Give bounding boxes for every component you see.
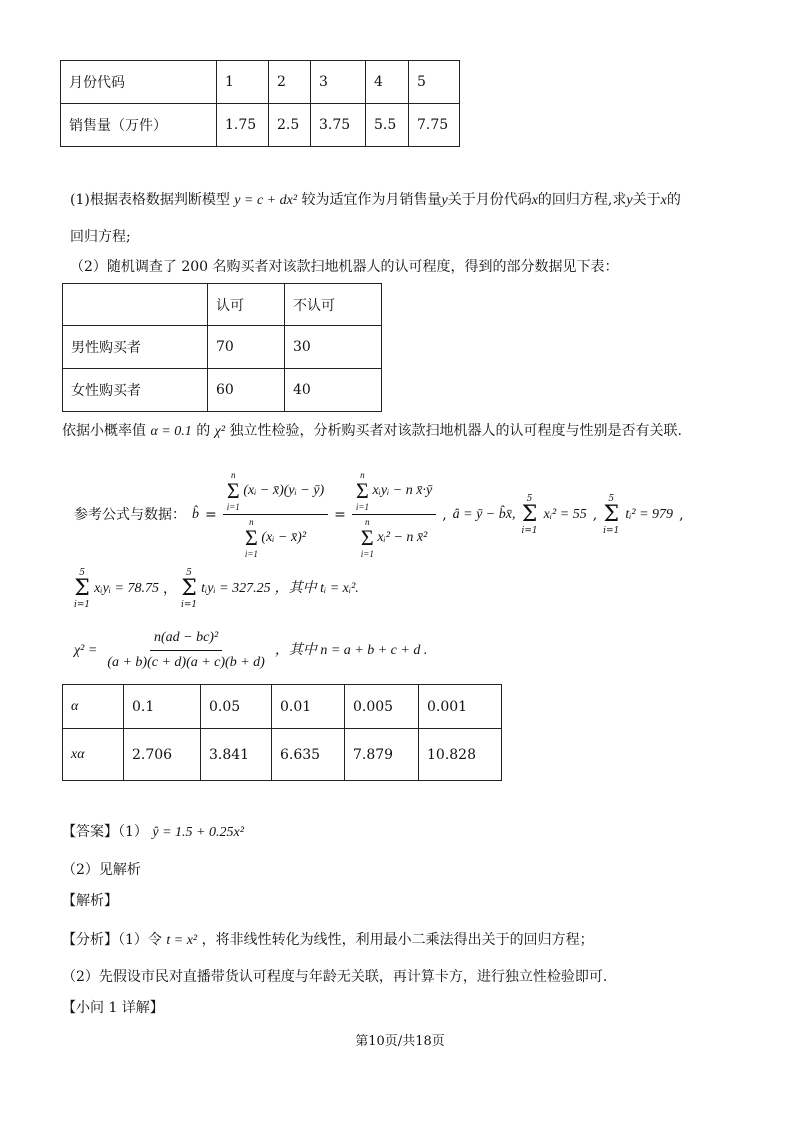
sigma-icon: n Σ i=1 bbox=[360, 517, 374, 559]
q1-prefix: (1)根据表格数据判断模型 bbox=[70, 192, 230, 208]
table-cell: 5 bbox=[409, 61, 460, 104]
table-cell: 0.005 bbox=[345, 685, 419, 729]
table-cell: 10.828 bbox=[419, 729, 502, 781]
chi-denominator: (a + b)(c + d)(a + c)(b + d) bbox=[107, 655, 265, 670]
q1-var-y-2: y bbox=[626, 193, 633, 208]
table-cell: 30 bbox=[285, 326, 382, 369]
question-2-instruction bbox=[62, 421, 682, 442]
a-hat: â = ȳ − b̂x̄, bbox=[452, 506, 516, 522]
reference-formula-block: 参考公式与数据： b̂ = n Σ i=1 (xᵢ − x̄)(yᵢ − ȳ) n Σ i=1 (xᵢ − x̄)² = n Σ i=1 xᵢyᵢ − n x̄·ȳ n Σ i=1 xᵢ² − n x̄² , â = ȳ − b̂x̄, 5 Σ i=1 xᵢ² = 55 , 5 Σ i=1 tᵢ² = 979 , bbox=[74, 470, 684, 559]
chi-symbol: χ² bbox=[214, 424, 226, 439]
q1-end1: 的回归方程,求 bbox=[537, 192, 627, 208]
sigma-icon: 5 Σ i=1 bbox=[603, 493, 620, 536]
q1-var-x: x bbox=[531, 193, 538, 208]
reference-label: 参考公式与数据： bbox=[74, 506, 186, 523]
fenxi-tag: 【分析】（1）令 bbox=[62, 932, 162, 948]
chi-numerator: n(ad − bc)² bbox=[150, 628, 222, 651]
table-cell: 3 bbox=[311, 61, 366, 104]
table-cell bbox=[63, 284, 208, 326]
answer-line bbox=[62, 822, 244, 843]
sum-t-squared: tᵢ² = 979 bbox=[625, 506, 674, 522]
table-cell: 0.05 bbox=[201, 685, 272, 729]
fenxi-rest: ，将非线性转化为线性，利用最小二乘法得出关于的回归方程； bbox=[201, 932, 594, 948]
fenxi-formula: t = x² bbox=[166, 933, 198, 948]
b-hat-fraction-2 bbox=[352, 470, 436, 559]
sum-ty: tᵢyᵢ = 327.25 bbox=[201, 581, 271, 596]
sigma-icon: n Σ i=1 bbox=[355, 470, 369, 512]
table-cell: 3.841 bbox=[201, 729, 272, 781]
table-cell: 60 bbox=[208, 369, 285, 412]
answer-item-2: （2）见解析 bbox=[62, 862, 141, 878]
table-cell: 4 bbox=[366, 61, 409, 104]
page-footer: 第10页/共18页 bbox=[355, 1034, 445, 1049]
b-denominator: (xᵢ − x̄)² bbox=[261, 530, 307, 546]
q1-model-formula: y = c + dx² bbox=[234, 193, 298, 208]
sigma-icon: n Σ i=1 bbox=[244, 517, 258, 559]
table-cell: 月份代码 bbox=[61, 61, 217, 104]
table-cell: 70 bbox=[208, 326, 285, 369]
table-cell: 0.001 bbox=[419, 685, 502, 729]
question-2-text: （2）随机调查了 200 名购买者对该款扫地机器人的认可程度，得到的部分数据见下表： bbox=[70, 259, 619, 275]
fenxi-line-1 bbox=[62, 930, 594, 951]
equals-sign: = bbox=[205, 506, 217, 523]
q2b-rest: 独立性检验，分析购买者对该款扫地机器人的认可程度与性别是否有关联. bbox=[229, 423, 682, 439]
b-alt-numerator: xᵢyᵢ − n x̄·ȳ bbox=[372, 483, 433, 499]
chi-where: ，其中 n = a + b + c + d . bbox=[274, 642, 428, 658]
fenxi-line-2: （2）先假设市民对直播带货认可程度与年龄无关联，再计算卡方，进行独立性检验即可. bbox=[62, 969, 608, 985]
table-cell: 2 bbox=[269, 61, 311, 104]
table-cell: xα bbox=[63, 729, 124, 781]
table-row bbox=[63, 369, 382, 412]
table-cell: 7.879 bbox=[345, 729, 419, 781]
q1-var-y: y bbox=[441, 193, 448, 208]
table-row bbox=[61, 61, 460, 104]
q1-end2: 的 bbox=[666, 192, 681, 208]
table-row bbox=[61, 104, 460, 147]
sales-table bbox=[60, 60, 460, 147]
b-hat-fraction-1 bbox=[223, 470, 328, 559]
table-cell: 销售量（万件） bbox=[61, 104, 217, 147]
table-cell: 7.75 bbox=[409, 104, 460, 147]
chi-square-formula bbox=[74, 628, 427, 673]
answer-formula: ŷ = 1.5 + 0.25x² bbox=[152, 825, 244, 840]
table-cell: 3.75 bbox=[311, 104, 366, 147]
table-row bbox=[63, 326, 382, 369]
table-cell: 2.5 bbox=[269, 104, 311, 147]
table-cell: 0.1 bbox=[124, 685, 201, 729]
question-1-line-2: 回归方程; bbox=[70, 229, 131, 245]
table-cell: 女性购买者 bbox=[63, 369, 208, 412]
sigma-icon: n Σ i=1 bbox=[226, 470, 240, 512]
table-cell: 男性购买者 bbox=[63, 326, 208, 369]
q1-middle: 较为适宜作为月销售量 bbox=[301, 192, 442, 208]
sum-x-squared: xᵢ² = 55 bbox=[543, 506, 587, 522]
b-hat: b̂ bbox=[192, 506, 199, 522]
table-cell: 1 bbox=[217, 61, 269, 104]
q1-about-month: 关于月份代码 bbox=[447, 192, 532, 208]
alpha-value: α = 0.1 bbox=[150, 424, 192, 439]
table-row bbox=[63, 284, 382, 326]
table-cell: α bbox=[63, 685, 124, 729]
q2b-mid: 的 bbox=[196, 423, 211, 439]
table-cell: 5.5 bbox=[366, 104, 409, 147]
table-cell: 6.635 bbox=[272, 729, 345, 781]
question-1-line-1 bbox=[70, 190, 681, 211]
table-cell: 0.01 bbox=[272, 685, 345, 729]
table-row bbox=[63, 729, 502, 781]
table-cell: 40 bbox=[285, 369, 382, 412]
where-t: ，其中 tᵢ = xᵢ². bbox=[274, 581, 359, 596]
table-row bbox=[63, 685, 502, 729]
b-alt-denominator: xᵢ² − n x̄² bbox=[377, 530, 428, 546]
chi-fraction bbox=[103, 628, 269, 673]
sigma-icon: 5 Σ i=1 bbox=[180, 568, 198, 610]
sum-xy: xᵢyᵢ = 78.75 bbox=[94, 581, 159, 596]
sigma-icon: 5 Σ i=1 bbox=[521, 493, 538, 536]
q1-about: 关于 bbox=[632, 192, 661, 208]
q1-var-x-2: x bbox=[660, 193, 667, 208]
detail-tag: 【小问 1 详解】 bbox=[62, 1000, 164, 1016]
analysis-tag: 【解析】 bbox=[62, 893, 118, 909]
survey-table bbox=[62, 283, 382, 412]
table-cell: 1.75 bbox=[217, 104, 269, 147]
q2b-prefix: 依据小概率值 bbox=[62, 423, 146, 439]
b-numerator: (xᵢ − x̄)(yᵢ − ȳ) bbox=[243, 483, 325, 499]
equals-sign: = bbox=[334, 506, 346, 523]
answer-tag: 【答案】（1） bbox=[62, 824, 148, 840]
sigma-icon: 5 Σ i=1 bbox=[74, 568, 91, 610]
chi-lhs: χ² = bbox=[74, 642, 98, 658]
critical-value-table bbox=[62, 684, 502, 781]
table-cell: 认可 bbox=[208, 284, 285, 326]
table-cell: 不认可 bbox=[285, 284, 382, 326]
table-cell: 2.706 bbox=[124, 729, 201, 781]
reference-sums-line: 5 Σ i=1 xᵢyᵢ = 78.75 ， 5 Σ i=1 tᵢyᵢ = 327.25 ，其中 tᵢ = xᵢ². bbox=[74, 568, 359, 610]
